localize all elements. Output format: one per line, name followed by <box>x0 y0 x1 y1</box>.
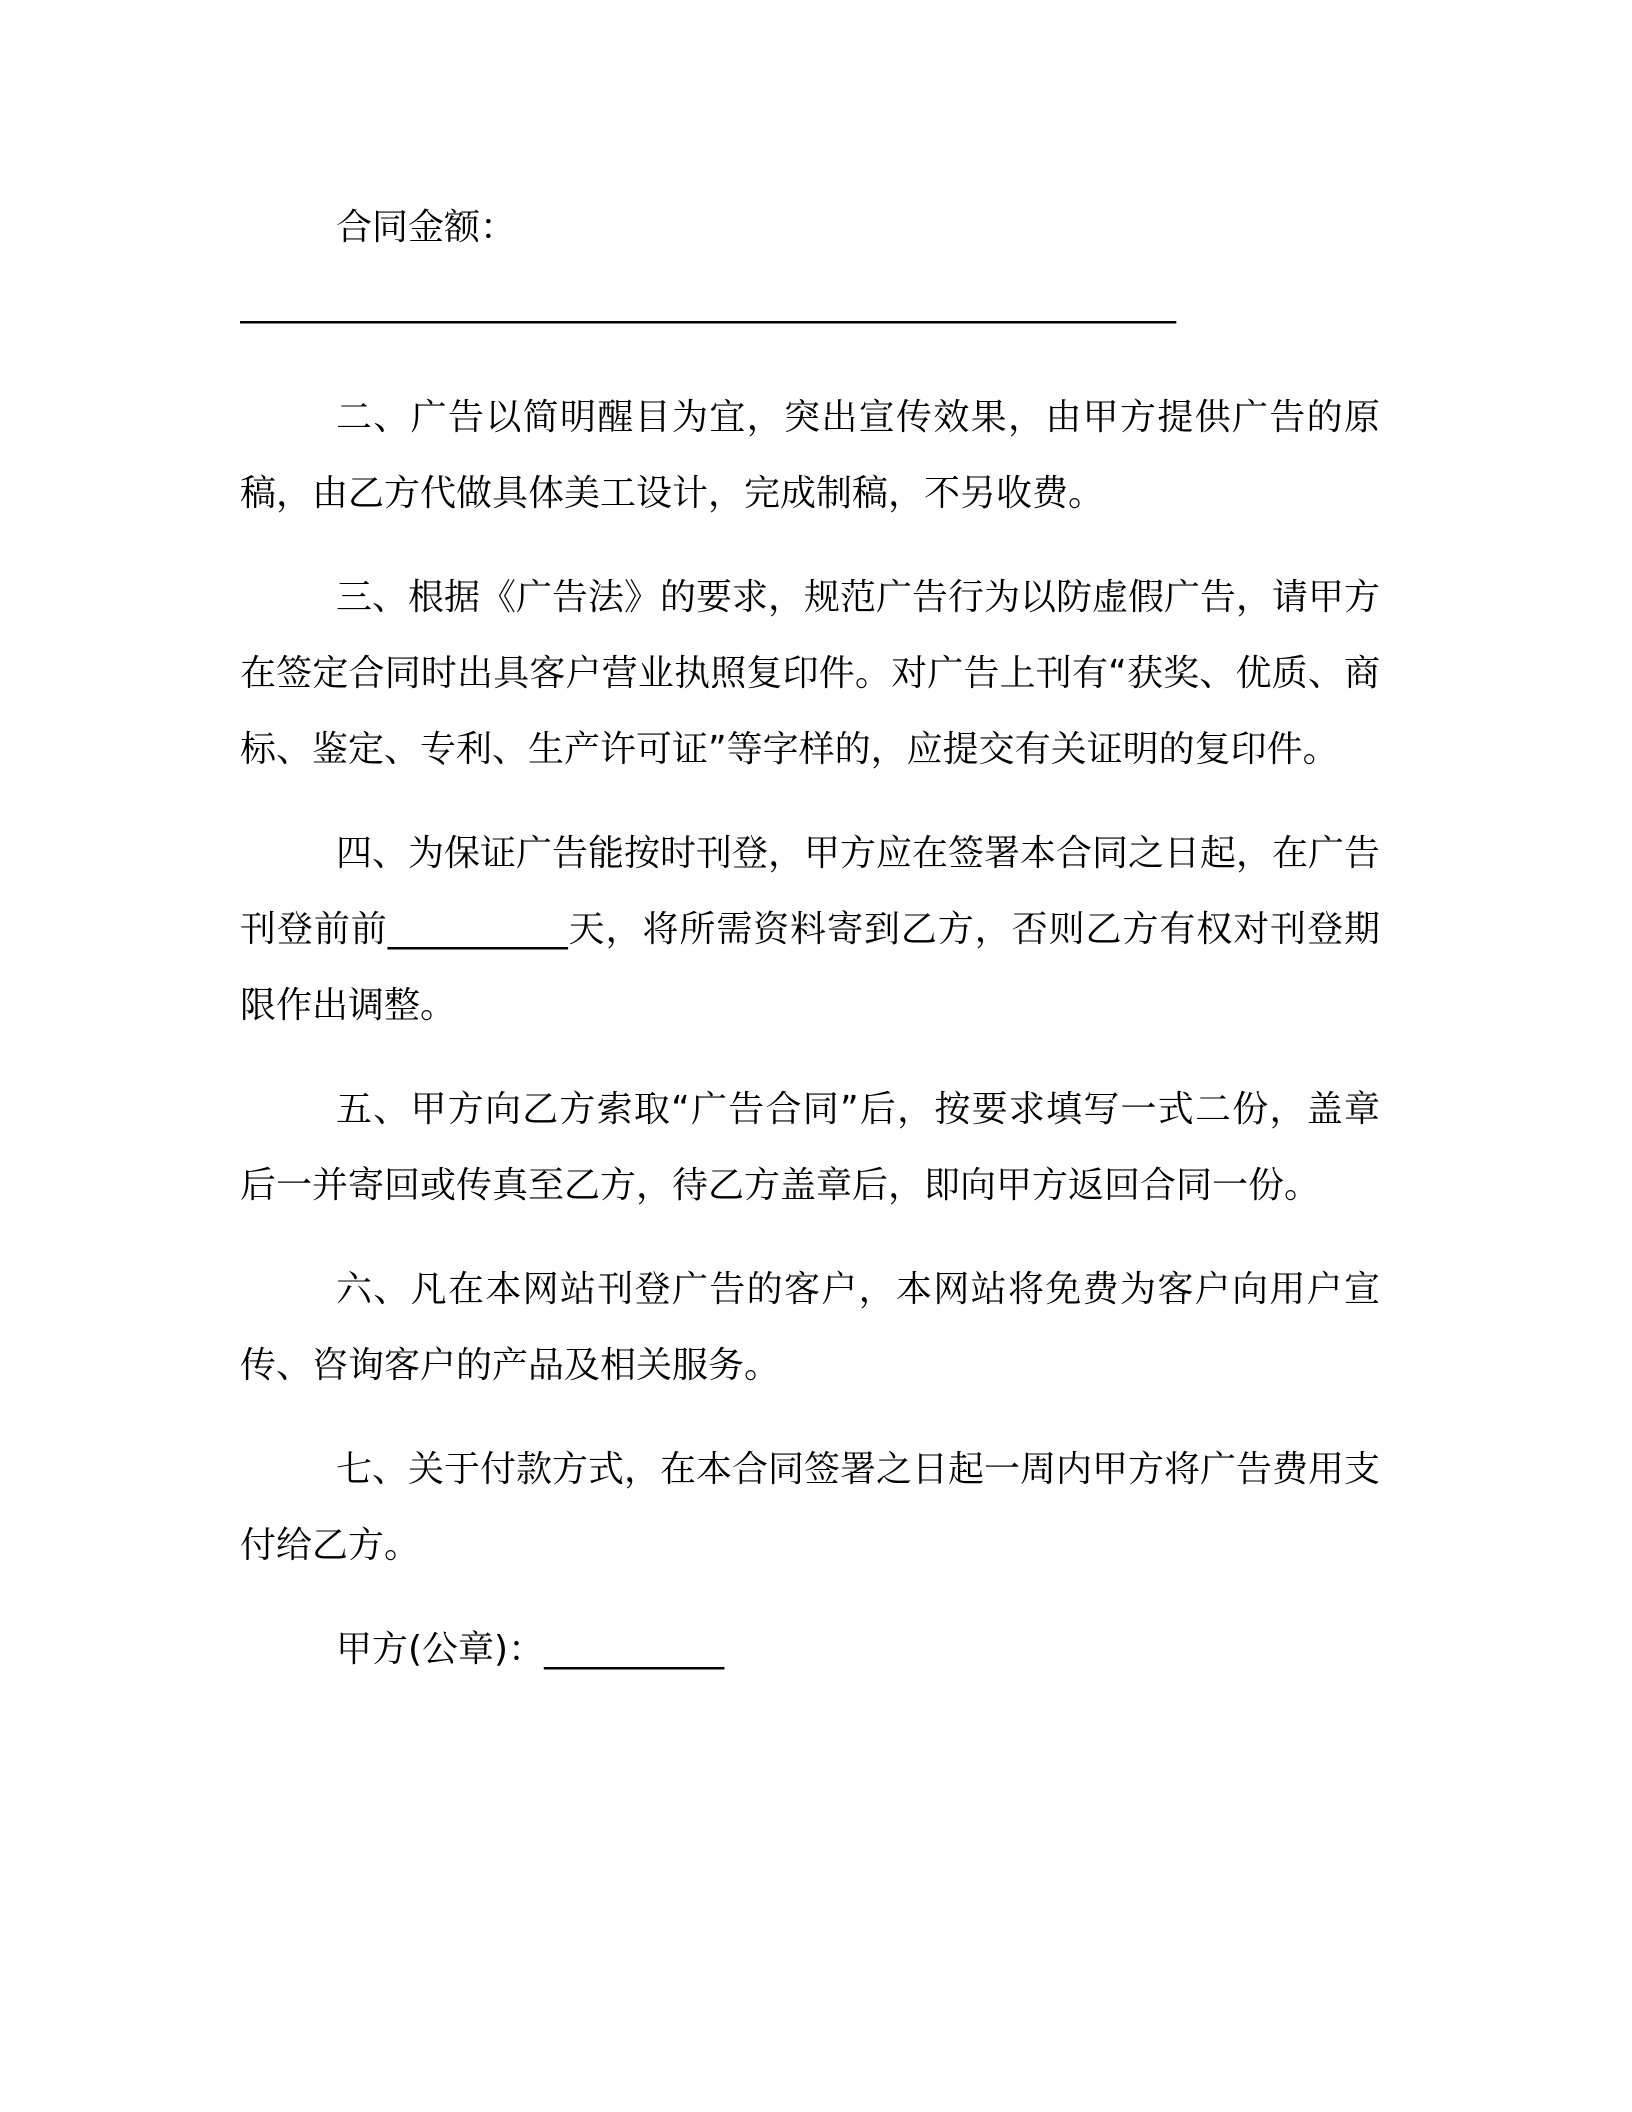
clause-6: 六、凡在本网站刊登广告的客户，本网站将免费为客户向用户宣传、咨询客户的产品及相关服务。 <box>240 1269 1380 1386</box>
contract-amount-blank: ____________________________________________________ <box>240 283 1176 324</box>
clause-4-text-before: 四、为保证广告能按时刊登，甲方应在签署本合同之日起，在广告刊登前前 <box>240 833 1381 950</box>
contract-amount-label: 合同金额： <box>336 207 517 248</box>
clause-4-days-blank: __________ <box>387 909 568 950</box>
clause-5: 五、甲方向乙方索取“广告合同”后，按要求填写一式二份，盖章后一并寄回或传真至乙方，待乙方盖章后，即向甲方返回合同一份。 <box>240 1089 1380 1206</box>
clause-7: 七、关于付款方式，在本合同签署之日起一周内甲方将广告费用支付给乙方。 <box>240 1449 1381 1566</box>
party-a-label: 甲方(公章)： <box>336 1629 545 1670</box>
contract-body <box>240 190 1380 1688</box>
party-a-signature <box>240 1612 1380 1688</box>
clause-4 <box>240 816 1380 1044</box>
party-a-blank: __________ <box>544 1629 725 1670</box>
clause-3: 三、根据《广告法》的要求，规范广告行为以防虚假广告，请甲方在签定合同时出具客户营业执照复印件。对广告上刊有“获奖、优质、商标、鉴定、专利、生产许可证”等字样的，应提交有关证明的复印件。 <box>240 577 1381 770</box>
clause-4-text-after: 天，将所需资料寄到乙方，否则乙方有权对刊登期限作出调整。 <box>240 909 1380 1026</box>
clause-2: 二、广告以简明醒目为宜，突出宣传效果，由甲方提供广告的原稿，由乙方代做具体美工设计，完成制稿，不另收费。 <box>240 397 1380 514</box>
